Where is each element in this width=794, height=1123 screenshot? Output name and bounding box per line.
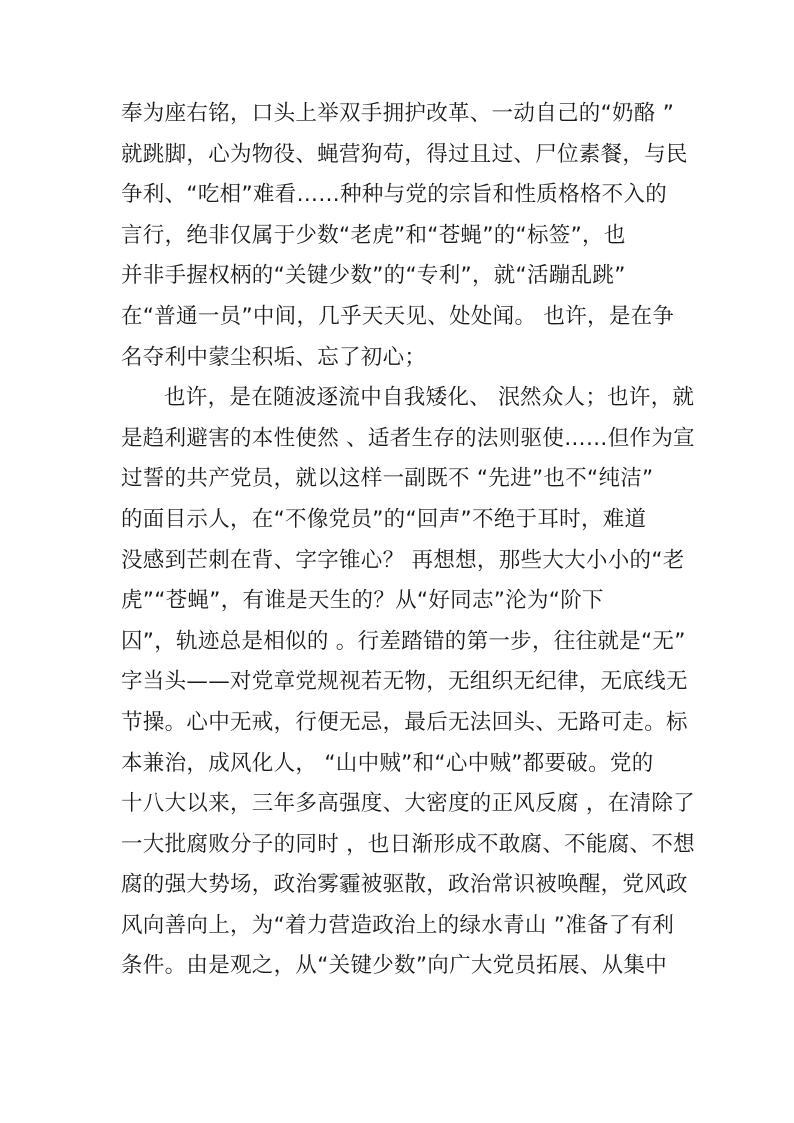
text-line: 虎”“苍蝇”，有谁是天生的？从“好同志”沦为“阶下 [121, 588, 604, 614]
text-line: 囚”，轨迹总是相似的 。行差踏错的第一步，往往就是“无” [121, 628, 686, 654]
text-line: 节操。心中无戒，行便无忌，最后无法回头、无路可走。标 [121, 709, 688, 735]
text-line: 的面目示人，在“不像党员”的“回声”不绝于耳时，难道 [121, 506, 647, 532]
text-line: 在“普通一员”中间，几乎天天见、处处闻。 也许，是在争 [121, 303, 675, 329]
text-line: 腐的强大势场，政治雾霾被驱散，政治常识被唤醒，党风政 [121, 872, 688, 898]
text-line: 名夺利中蒙尘积垢、忘了初心； [121, 344, 427, 370]
paragraph-start-line: 也许，是在随波逐流中自我矮化、 泯然众人；也许，就 [164, 385, 695, 411]
text-line: 争利、“吃相”难看……种种与党的宗旨和性质格格不入的 [121, 182, 668, 208]
text-line: 一大批腐败分子的同时 ，也日渐形成不敢腐、不能腐、不想 [121, 831, 695, 857]
text-line: 没感到芒刺在背、字字锥心？ 再想想，那些大大小小的“老 [121, 547, 685, 573]
text-line: 过誓的共产党员，就以这样一副既不 “先进”也不“纯洁” [121, 466, 654, 492]
text-line: 言行，绝非仅属于少数“老虎”和“苍蝇”的“标签”，也 [121, 222, 626, 248]
text-line: 字当头——对党章党规视若无物，无组织无纪律，无底线无 [121, 669, 688, 695]
text-line: 十八大以来，三年多高强度、大密度的正风反腐 ，在清除了 [121, 791, 695, 817]
text-line: 并非手握权柄的“关键少数”的“专利”，就“活蹦乱跳” [121, 263, 626, 289]
text-line: 是趋利避害的本性使然 、适者生存的法则驱使……但作为宣 [121, 425, 695, 451]
article-body [121, 94, 695, 987]
text-line: 奉为座右铭，口头上举双手拥护改革、一动自己的“奶酪 ” [121, 101, 675, 126]
text-line: 就跳脚，心为物役、蝇营狗苟，得过且过、尸位素餐，与民 [121, 141, 688, 167]
text-line: 本兼治，成风化人， “山中贼”和“心中贼”都要破。党的 [121, 750, 654, 776]
text-line: 风向善向上，为“着力营造政治上的绿水青山 ”准备了有利 [121, 912, 675, 938]
text-line: 条件。由是观之，从“关键少数”向广大党员拓展、从集中 [121, 953, 668, 979]
